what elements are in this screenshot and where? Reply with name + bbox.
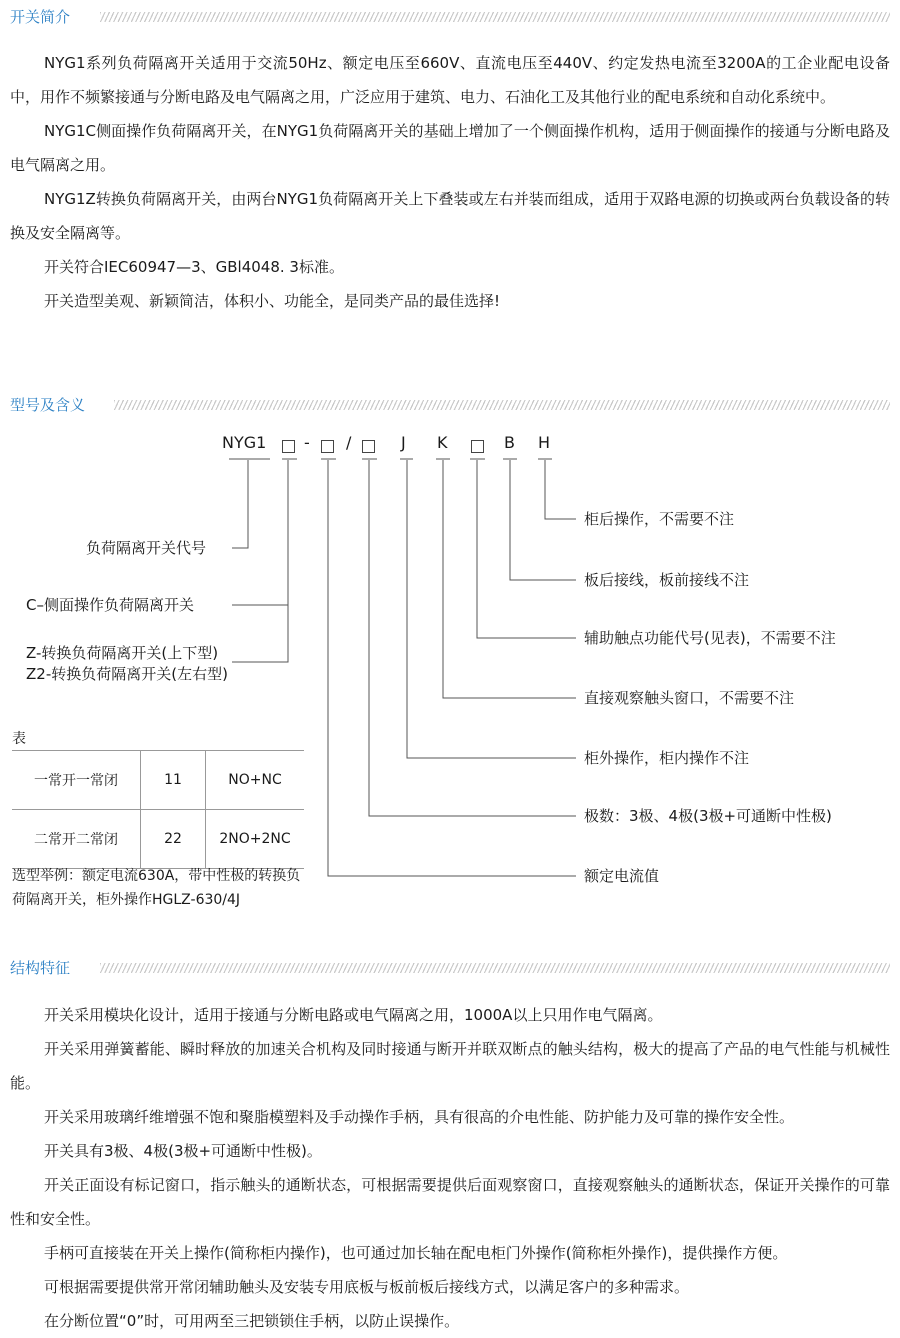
table-cell: 11: [141, 751, 206, 810]
table-cell: 2NO+2NC: [206, 810, 305, 869]
label-side-operation: C–侧面操作负荷隔离开关: [26, 596, 194, 614]
selection-example: 选型举例：额定电流630A，带中性极的转换负荷隔离开关，柜外操作HGLZ-630/4J: [12, 868, 301, 908]
model-letter-j: J: [401, 433, 406, 452]
table-row: [12, 810, 304, 869]
label-rated-current: 额定电流值: [584, 867, 660, 885]
model-letter-k: K: [437, 433, 448, 452]
model-slash: /: [346, 433, 352, 452]
section-title: 型号及含义: [10, 396, 86, 414]
label-rear-wiring: 板后接线，板前接线不注: [584, 571, 750, 589]
model-letter-b: B: [504, 433, 515, 452]
table-row: [12, 751, 304, 810]
table-caption: 表: [12, 731, 26, 747]
table-cell: 22: [141, 810, 206, 869]
paragraph: 开关采用弹簧蓄能、瞬时释放的加速关合机构及同时接通与断开并联双断点的触头结构，极大的提高了产品的电气性能与机械性能。: [10, 1040, 890, 1092]
paragraph: 开关具有3极、4极(3极+可通断中性极)。: [44, 1142, 322, 1160]
table-cell: 二常开二常闭: [12, 810, 141, 869]
structure-text: [10, 998, 890, 1338]
label-transfer-horizontal: Z2-转换负荷隔离开关(左右型): [26, 665, 228, 683]
paragraph: 在分断位置“0”时，可用两至三把锁锁住手柄，以防止误操作。: [44, 1312, 460, 1330]
table-cell: 一常开一常闭: [12, 751, 141, 810]
paragraph: NYG1Z转换负荷隔离开关，由两台NYG1负荷隔离开关上下叠装或左右并装而组成，适用于双路电源的切换或两台负载设备的转换及安全隔离等。: [10, 190, 890, 242]
label-external-operation: 柜外操作，柜内操作不注: [584, 749, 750, 767]
placeholder-box: [362, 437, 375, 459]
aux-contact-table: [12, 750, 304, 869]
section-title: 结构特征: [10, 959, 71, 977]
label-transfer-vertical: Z-转换负荷隔离开关(上下型): [26, 644, 219, 662]
label-aux-contact: 辅助触点功能代号(见表)，不需要不注: [584, 629, 836, 647]
section-header-structure: [10, 957, 890, 979]
paragraph: NYG1系列负荷隔离开关适用于交流50Hz、额定电压至660V、直流电压至440V、约定发热电流至3200A的工企业配电设备中，用作不频繁接通与分断电路及电气隔离之用，广泛应用于建筑、电力、石油化工及其他行业的配电系统和自动化系统中。: [10, 54, 890, 106]
label-code: 负荷隔离开关代号: [86, 539, 207, 557]
placeholder-box: [471, 437, 484, 459]
model-code-prefix: NYG1: [222, 433, 267, 452]
placeholder-box: [282, 437, 295, 459]
section-divider: [100, 963, 890, 973]
label-poles: 极数：3极、4极(3极+可通断中性极): [584, 807, 832, 825]
paragraph: 手柄可直接装在开关上操作(简称柜内操作)，也可通过加长轴在配电柜门外操作(简称柜外操作)，提供操作方便。: [44, 1244, 788, 1262]
table-cell: NO+NC: [206, 751, 305, 810]
paragraph: NYG1C侧面操作负荷隔离开关，在NYG1负荷隔离开关的基础上增加了一个侧面操作机构，适用于侧面操作的接通与分断电路及电气隔离之用。: [10, 122, 890, 174]
paragraph: 开关正面设有标记窗口，指示触头的通断状态，可根据需要提供后面观察窗口，直接观察触头的通断状态，保证开关操作的可靠性和安全性。: [10, 1176, 890, 1228]
paragraph: 开关符合IEC60947—3、GBl4048. 3标准。: [44, 258, 344, 276]
paragraph: 开关造型美观、新颖简洁，体积小、功能全，是同类产品的最佳选择!: [44, 292, 501, 310]
paragraph: 开关采用模块化设计，适用于接通与分断电路或电气隔离之用，1000A以上只用作电气隔离。: [44, 1006, 663, 1024]
paragraph: 可根据需要提供常开常闭辅助触头及安装专用底板与板前板后接线方式，以满足客户的多种需求。: [44, 1278, 690, 1296]
section-title: 开关简介: [10, 8, 71, 26]
model-dash: -: [304, 433, 310, 452]
placeholder-box: [321, 437, 334, 459]
paragraph: 开关采用玻璃纤维增强不饱和聚脂模塑料及手动操作手柄，具有很高的介电性能、防护能力及可靠的操作安全性。: [44, 1108, 795, 1126]
label-observation-window: 直接观察触头窗口，不需要不注: [584, 689, 795, 707]
model-letter-h: H: [538, 433, 551, 452]
label-rear-operation: 柜后操作，不需要不注: [584, 510, 735, 528]
